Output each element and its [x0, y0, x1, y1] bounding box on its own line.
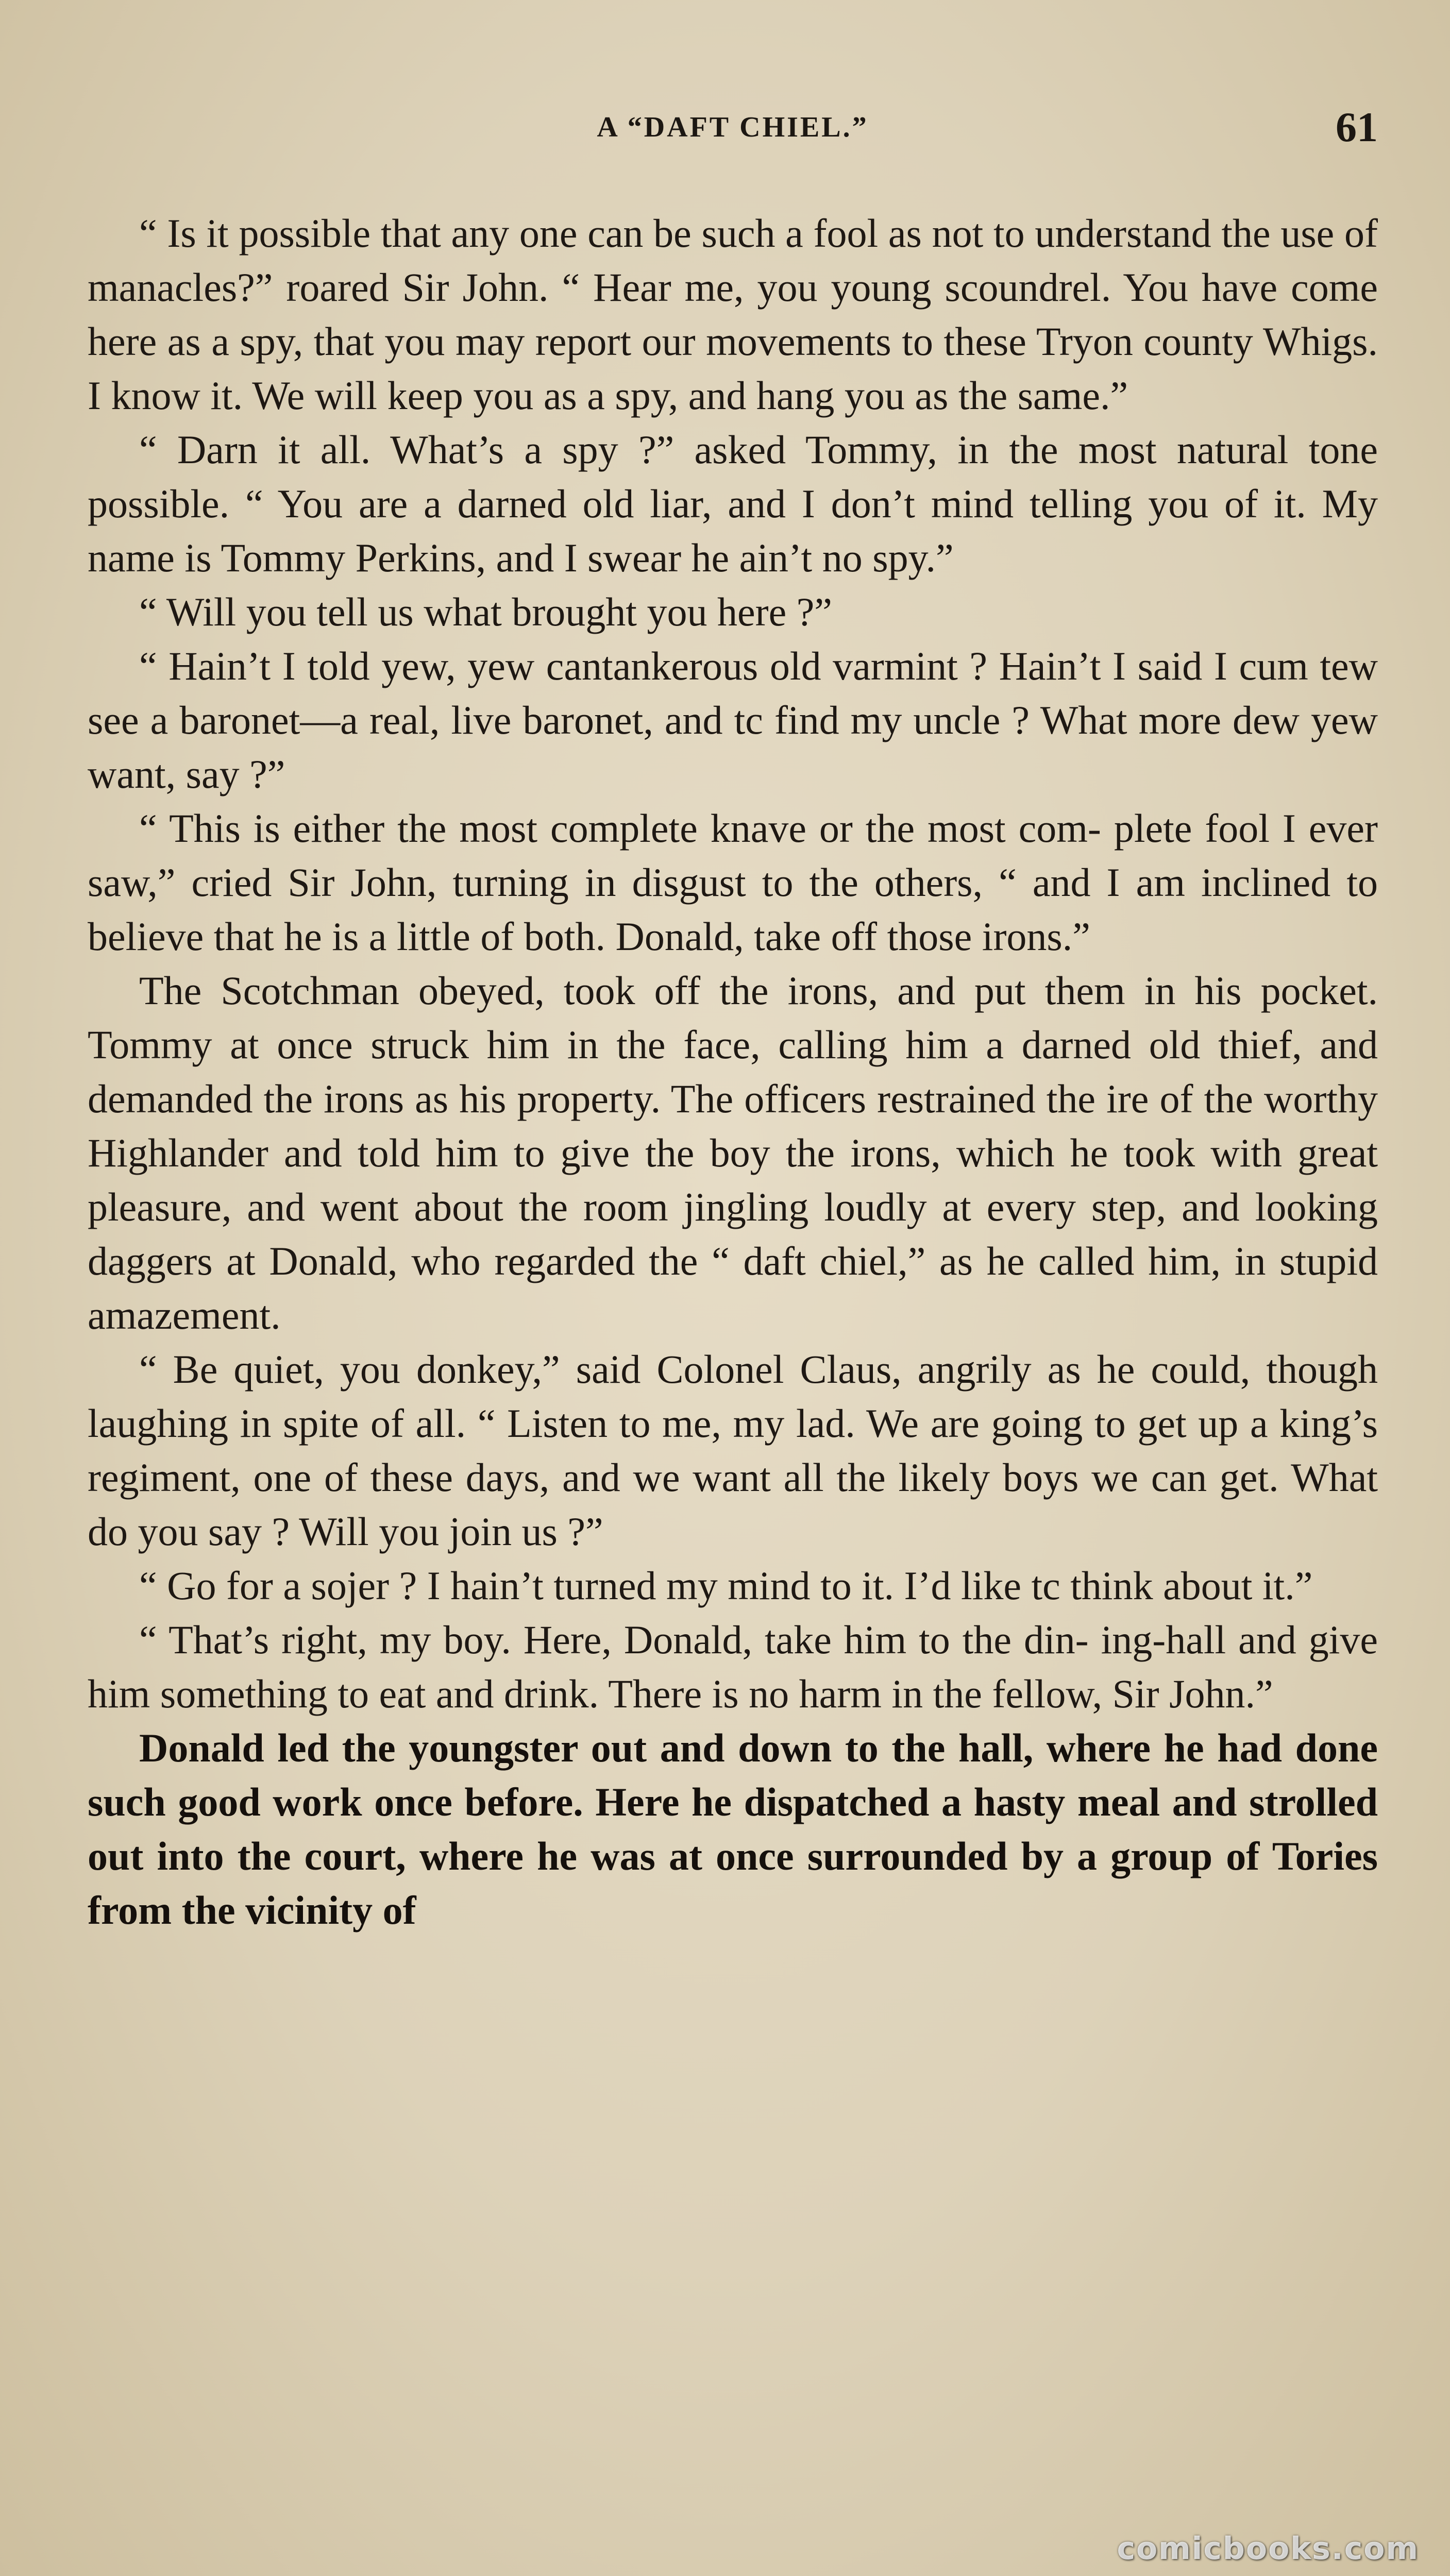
paragraph: “ Is it possible that any one can be such a fool as not to understand the use of manacles?” roared Sir John. “ Hear me, you young scoundrel. You have come here as a spy, that you may report our movements to these Tryon county Whigs. I know it. We will keep you as a spy, and hang you as the same.”: [88, 211, 1378, 418]
running-head: A “DAFT CHIEL.”: [597, 111, 869, 143]
paragraph: “ That’s right, my boy. Here, Donald, take him to the din- ing-hall and give him something to eat and drink. There is no harm in the fellow, Sir John.”: [88, 1617, 1378, 1716]
paragraph: “ Hain’t I told yew, yew cantankerous old varmint ? Hain’t I said I cum tew see a baronet—a real, live baronet, and tc find my uncle ? What more dew yew want, say ?”: [88, 643, 1378, 796]
watermark: comicbooks.com: [1117, 2531, 1419, 2567]
paragraph: “ Go for a sojer ? I hain’t turned my mind to it. I’d like tc think about it.”: [139, 1563, 1313, 1608]
page-header: [88, 100, 1378, 162]
paragraph: Donald led the youngster out and down to the hall, where he had done such good work once before. Here he dispatched a hasty meal and strolled out into the court, where he was at once surrounded by a group of Tories from the vicinity of: [88, 1725, 1378, 1933]
paragraph: “ Darn it all. What’s a spy ?” asked Tommy, in the most natural tone possible. “ You are a darned old liar, and I don’t mind telling you of it. My name is Tommy Perkins, and I swear he ain’t no spy.”: [88, 427, 1378, 580]
paragraph: “ This is either the most complete knave or the most com- plete fool I ever saw,” cried Sir John, turning in disgust to the others, “ and I am inclined to believe that he is a little of both. Donald, take off those irons.”: [88, 806, 1378, 959]
paragraph: “ Will you tell us what brought you here ?”: [139, 589, 832, 634]
page-number: 61: [1336, 104, 1378, 150]
paragraph: “ Be quiet, you donkey,” said Colonel Claus, angrily as he could, though laughing in spite of all. “ Listen to me, my lad. We are going to get up a king’s regiment, one of these days, and we want all the likely boys we can get. What do you say ? Will you join us ?”: [88, 1347, 1378, 1554]
paragraph: The Scotchman obeyed, took off the irons, and put them in his pocket. Tommy at once struck him in the face, calling him a darned old thief, and demanded the irons as his property. The officers restrained the ire of the worthy Highlander and told him to give the boy the irons, which he took with great pleasure, and went about the room jingling loudly at every step, and looking daggers at Donald, who regarded the “ daft chiel,” as he called him, in stupid amazement.: [88, 968, 1378, 1337]
text-body: [88, 206, 1378, 1937]
